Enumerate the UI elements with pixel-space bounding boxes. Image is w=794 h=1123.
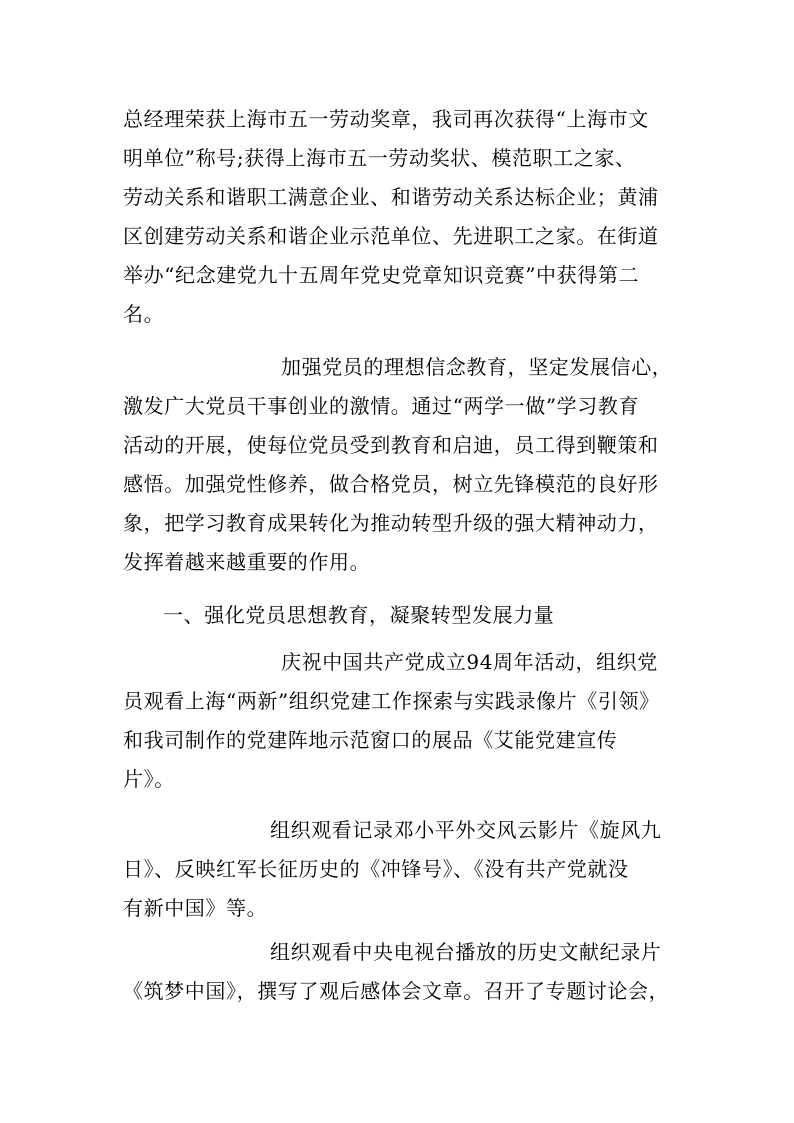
text-line: 活动的开展，使每位党员受到教育和启迪，员工得到鞭策和 — [123, 433, 659, 457]
paragraph-start-line: 组织观看记录邓小平外交风云影片《旋风九 — [270, 818, 662, 842]
text-line: 日》、反映红军长征历史的《冲锋号》、《没有共产党就没 — [123, 857, 629, 881]
paragraph-start-line: 庆祝中国共产党成立94周年活动，组织党 — [281, 650, 658, 674]
text-line: 名。 — [123, 302, 165, 326]
paragraph-start-line: 加强党员的理想信念教育，坚定发展信心， — [281, 355, 673, 379]
text-line: 总经理荣获上海市五一劳动奖章，我司再次获得“上海市文 — [123, 107, 649, 131]
text-line: 明单位”称号;获得上海市五一劳动奖状、模范职工之家、 — [123, 146, 636, 170]
text-line: 感悟。加强党性修养，做合格党员，树立先锋模范的良好形 — [123, 472, 659, 496]
text-line: 《筑梦中国》，撰写了观后感体会文章。召开了专题讨论会， — [123, 979, 670, 1003]
text-line: 区创建劳动关系和谐企业示范单位、先进职工之家。在街道 — [123, 224, 659, 248]
text-line: 激发广大党员干事创业的激情。通过“两学一做”学习教育 — [123, 394, 640, 418]
section-heading: 一、强化党员思想教育，凝聚转型发展力量 — [163, 603, 555, 627]
text-line: 和我司制作的党建阵地示范窗口的展品《艾能党建宣传 — [123, 728, 618, 752]
text-line: 片》。 — [123, 767, 175, 791]
paragraph-start-line: 组织观看中央电视台播放的历史文献纪录片 — [270, 940, 662, 964]
text-line: 劳动关系和谐职工满意企业、和谐劳动关系达标企业；黄浦 — [123, 185, 659, 209]
text-line: 象，把学习教育成果转化为推动转型升级的强大精神动力， — [123, 511, 659, 535]
text-line: 有新中国》等。 — [123, 896, 268, 920]
text-line: 员观看上海“两新”组织党建工作探索与实践录像片《引领》 — [123, 689, 660, 713]
text-line: 发挥着越来越重要的作用。 — [123, 550, 371, 574]
text-line: 举办“纪念建党九十五周年党史党章知识竞赛”中获得第二 — [123, 263, 640, 287]
